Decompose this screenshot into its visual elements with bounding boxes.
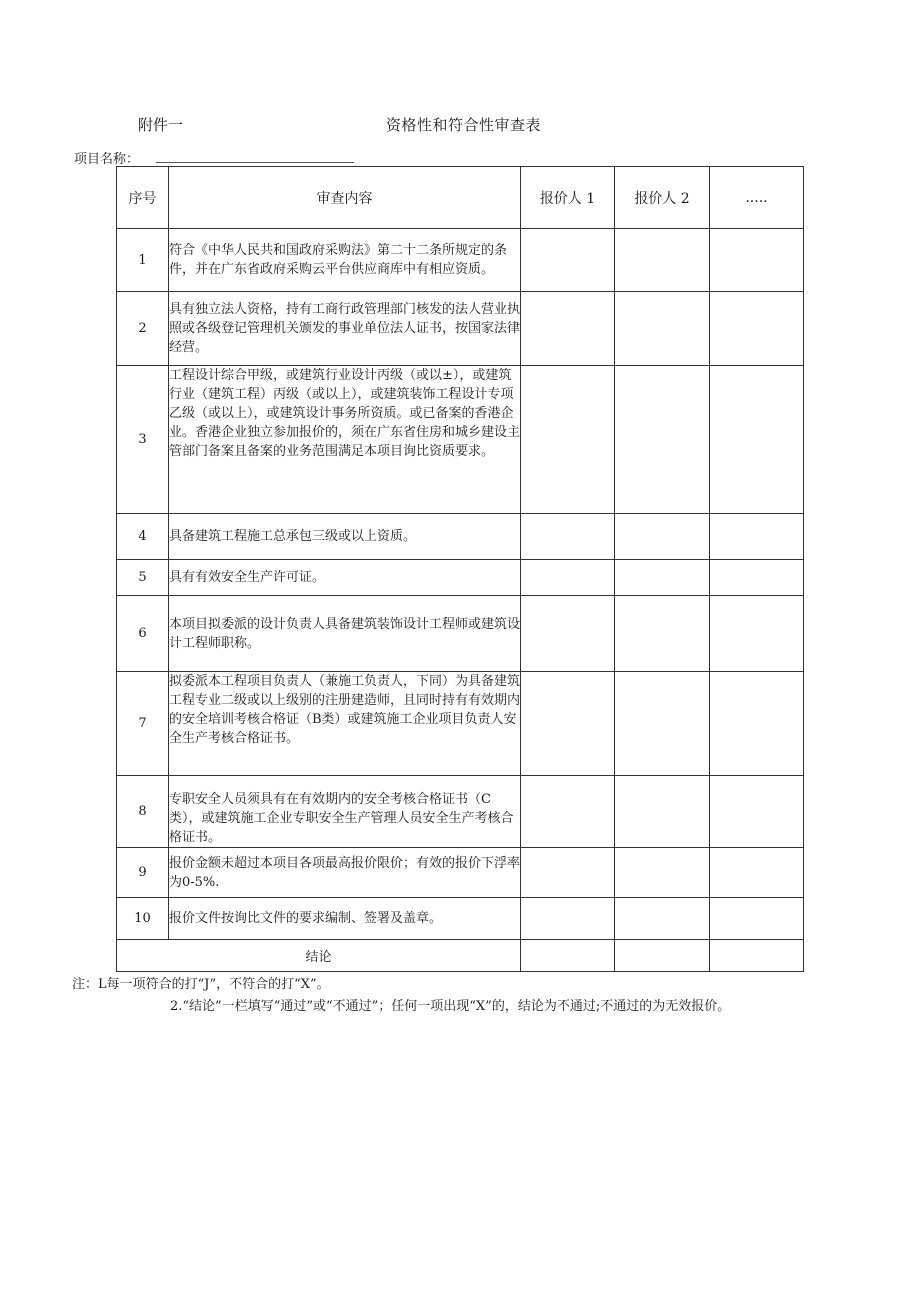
table-row (117, 672, 804, 776)
more-conclusion-cell (710, 940, 804, 972)
page-title: 资格性和符合性审查表 (386, 116, 542, 134)
row-number: 8 (117, 776, 169, 848)
bidder-1-cell (521, 366, 615, 514)
column-header-more: ..... (710, 167, 804, 229)
table-row (117, 366, 804, 514)
more-cell (710, 229, 804, 292)
more-cell (710, 366, 804, 514)
more-cell (710, 898, 804, 940)
table-row (117, 848, 804, 898)
row-number: 7 (117, 672, 169, 776)
bidder-1-cell (521, 848, 615, 898)
column-header-seq: 序号 (117, 167, 169, 229)
row-content: 具备建筑工程施工总承包三级或以上资质。 (169, 514, 521, 560)
bidder-2-cell (615, 596, 710, 672)
bidder-2-conclusion-cell (615, 940, 710, 972)
bidder-1-cell (521, 514, 615, 560)
bidder-1-cell (521, 292, 615, 366)
note-1: 注：L每一项符合的打“J”，不符合的打“X”。 (72, 977, 330, 992)
row-number: 2 (117, 292, 169, 366)
more-cell (710, 560, 804, 596)
bidder-1-cell (521, 672, 615, 776)
table-row (117, 229, 804, 292)
row-number: 9 (117, 848, 169, 898)
bidder-1-cell (521, 898, 615, 940)
more-cell (710, 514, 804, 560)
row-content: 拟委派本工程项目负责人（兼施工负责人，下同）为具备建筑工程专业二级或以上级别的注册建造师，且同时持有有效期内的安全培训考核合格证（B类）或建筑施工企业项目负责人安全生产考核合格证书。 (169, 672, 521, 776)
row-number: 4 (117, 514, 169, 560)
more-cell (710, 776, 804, 848)
table-row (117, 514, 804, 560)
table-row (117, 560, 804, 596)
bidder-1-cell (521, 776, 615, 848)
conclusion-row (117, 940, 804, 972)
project-name-label: 项目名称： (74, 152, 140, 167)
bidder-1-cell (521, 229, 615, 292)
bidder-1-cell (521, 596, 615, 672)
bidder-2-cell (615, 672, 710, 776)
attachment-label: 附件一 (138, 116, 184, 134)
bidder-2-cell (615, 292, 710, 366)
review-table (116, 166, 804, 972)
row-content: 报价文件按询比文件的要求编制、签署及盖章。 (169, 898, 521, 940)
bidder-2-cell (615, 848, 710, 898)
row-number: 5 (117, 560, 169, 596)
bidder-2-cell (615, 366, 710, 514)
row-number: 10 (117, 898, 169, 940)
row-number: 1 (117, 229, 169, 292)
conclusion-label: 结论 (117, 940, 521, 972)
table-row (117, 776, 804, 848)
row-content: 专职安全人员须具有在有效期内的安全考核合格证书（C类），或建筑施工企业专职安全生产管理人员安全生产考核合格证书。 (169, 776, 521, 848)
column-header-bidder-2: 报价人 2 (615, 167, 710, 229)
row-content: 本项目拟委派的设计负责人具备建筑装饰设计工程师或建筑设计工程师职称。 (169, 596, 521, 672)
more-cell (710, 596, 804, 672)
table-header-row (117, 167, 804, 229)
bidder-2-cell (615, 514, 710, 560)
more-cell (710, 848, 804, 898)
row-content: 工程设计综合甲级，或建筑行业设计丙级（或以±），或建筑行业（建筑工程）丙级（或以上），或建筑装饰工程设计专项乙级（或以上），或建筑设计事务所资质。或已备案的香港企业。香港企业独立参加报价的，须在广东省住房和城乡建设主管部门备案且备案的业务范围满足本项目询比资质要求。 (169, 366, 521, 514)
row-content: 符合《中华人民共和国政府采购法》第二十二条所规定的条件，并在广东省政府采购云平台供应商库中有相应资质。 (169, 229, 521, 292)
note-2: 2.“结论”一栏填写“通过”或“不通过”；任何一项出现“X”的，结论为不通过;不通过的为无效报价。 (170, 999, 731, 1014)
row-content: 具有有效安全生产许可证。 (169, 560, 521, 596)
row-number: 3 (117, 366, 169, 514)
bidder-2-cell (615, 229, 710, 292)
row-content: 报价金额未超过本项目各项最高报价限价；有效的报价下浮率为0-5%. (169, 848, 521, 898)
row-number: 6 (117, 596, 169, 672)
more-cell (710, 292, 804, 366)
table-row (117, 596, 804, 672)
project-name-blank-line (156, 162, 354, 163)
bidder-2-cell (615, 560, 710, 596)
bidder-2-cell (615, 898, 710, 940)
more-cell (710, 672, 804, 776)
row-content: 具有独立法人资格，持有工商行政管理部门核发的法人营业执照或各级登记管理机关颁发的事业单位法人证书，按国家法律经营。 (169, 292, 521, 366)
column-header-bidder-1: 报价人 1 (521, 167, 615, 229)
bidder-1-cell (521, 560, 615, 596)
table-row (117, 898, 804, 940)
column-header-content: 审查内容 (169, 167, 521, 229)
bidder-2-cell (615, 776, 710, 848)
bidder-1-conclusion-cell (521, 940, 615, 972)
table-row (117, 292, 804, 366)
